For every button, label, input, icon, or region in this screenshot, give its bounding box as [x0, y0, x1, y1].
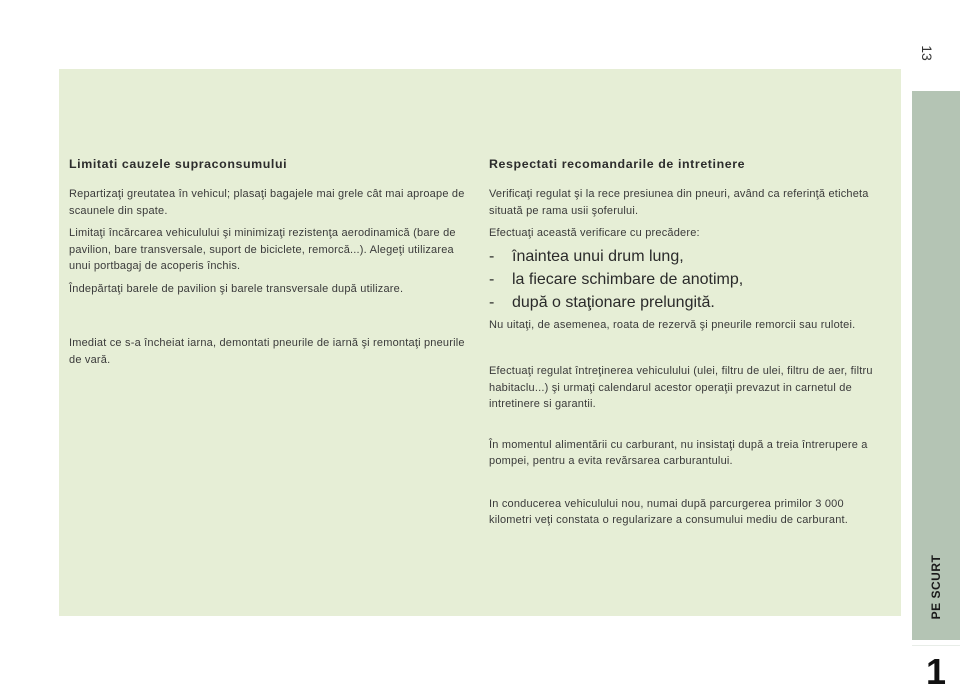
bullet-dash: -	[489, 247, 495, 265]
chapter-label: PE SCURT	[929, 554, 943, 620]
right-paragraph-5: În momentul alimentării cu carburant, nu insistaţi după a treia întrerupere a pompei, pentru a evita revărsarea carburantului.	[489, 438, 868, 467]
content-panel	[59, 69, 901, 616]
list-item-text: după o staţionare prelungită.	[512, 293, 715, 311]
right-paragraph-6: In conducerea vehiculului nou, numai după parcurgerea primilor 3 000 kilometri veţi constata o regularizare a consumului mediu de carburant.	[489, 497, 849, 526]
page-number: 13	[919, 45, 935, 61]
right-heading: Respectati recomandarile de intretinere	[489, 157, 746, 171]
list-item-text: înaintea unui drum lung,	[512, 247, 684, 265]
chapter-side-tab	[912, 91, 960, 692]
divider	[912, 645, 960, 646]
right-paragraph-2: Efectuaţi această verificare cu precădere:	[489, 227, 700, 239]
right-paragraph-1: Verificaţi regulat şi la rece presiunea din pneuri, având ca referinţă eticheta situată pe rama usii şoferului.	[489, 188, 869, 217]
chapter-number: 1	[925, 651, 947, 692]
left-paragraph-4: Imediat ce s-a încheiat iarna, demontati pneurile de iarnă şi remontaţi pneurile de vară.	[69, 337, 465, 366]
right-column	[489, 157, 889, 535]
list-item-text: la fiecare schimbare de anotimp,	[512, 270, 744, 288]
left-paragraph-1: Repartizaţi greutatea în vehicul; plasaţi bagajele mai grele cât mai aproape de scaunele din spate.	[69, 188, 465, 217]
left-heading: Limitati cauzele supraconsumului	[69, 157, 288, 171]
list-item	[489, 271, 889, 289]
bullet-dash: -	[489, 270, 495, 288]
left-paragraph-3: Îndepărtaţi barele de pavilion şi barele transversale după utilizare.	[69, 282, 404, 295]
right-paragraph-3: Nu uitaţi, de asemenea, roata de rezervă şi pneurile remorcii sau rulotei.	[489, 318, 856, 331]
bullet-dash: -	[489, 293, 495, 311]
list-item	[489, 294, 889, 312]
right-paragraph-4: Efectuaţi regulat întreţinerea vehiculului (ulei, filtru de ulei, filtru de aer, filtru habitaclu...) şi urmaţi calendarul acestor operaţii prevazut in carnetul de intretinere si garantii.	[489, 365, 873, 410]
left-paragraph-2: Limitaţi încărcarea vehiculului şi minimizaţi rezistenţa aerodinamică (bare de pavilion, bare transversale, suport de biciclete, remorcă...). Alegeţi utilizarea unui portbagaj de acoperis închis.	[69, 227, 456, 272]
list-item	[489, 248, 889, 266]
left-column	[69, 157, 469, 374]
